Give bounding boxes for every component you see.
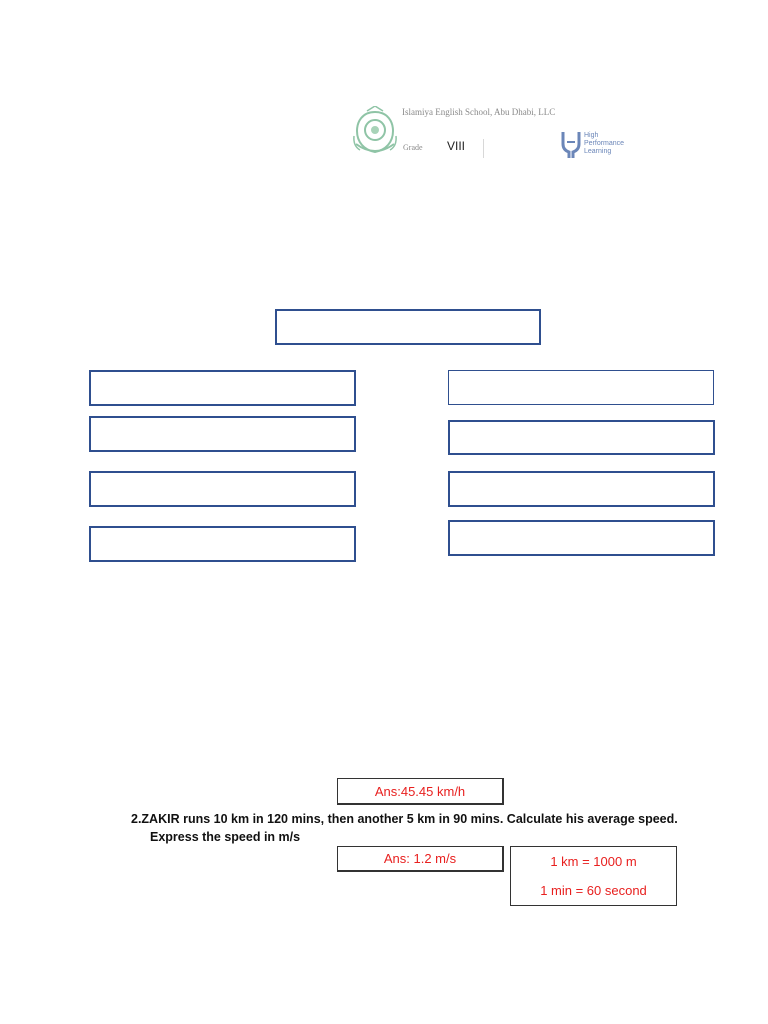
q2-answer-box [337,846,504,872]
hpl-logo-icon [560,130,582,160]
blank-box-left-1[interactable] [89,370,356,406]
school-crest-logo [352,106,398,156]
blank-box-top[interactable] [275,309,541,345]
school-name: Islamiya English School, Abu Dhabi, LLC [402,107,556,117]
hpl-text-line: Learning [584,148,612,155]
q1-answer-text: Ans:45.45 km/h [374,783,466,799]
grade-label: Grade [403,143,423,152]
blank-box-right-1[interactable] [448,370,714,405]
conversion-note-box [510,846,677,906]
question-2-line-1: 2.ZAKIR runs 10 km in 120 mins, then another 5 km in 90 mins. Calculate his average speed. [131,812,678,826]
question-2-line-2: Express the speed in m/s [150,830,301,844]
blank-box-right-3[interactable] [448,471,715,507]
blank-box-left-4[interactable] [89,526,356,562]
grade-value: VIII [447,139,466,153]
q1-answer-box [337,778,504,805]
blank-box-left-2[interactable] [89,416,356,452]
hpl-text-line: Performance [584,140,625,147]
hpl-wordmark [584,132,624,156]
q2-answer-text: Ans: 1.2 m/s [383,851,457,866]
blank-box-left-3[interactable] [89,471,356,507]
conversion-note-km: 1 km = 1000 m [550,854,637,869]
header-divider [483,139,484,158]
hpl-text-line: High [584,132,599,139]
blank-box-right-2[interactable] [448,420,715,455]
conversion-note-min: 1 min = 60 second [540,883,647,898]
blank-box-right-4[interactable] [448,520,715,556]
